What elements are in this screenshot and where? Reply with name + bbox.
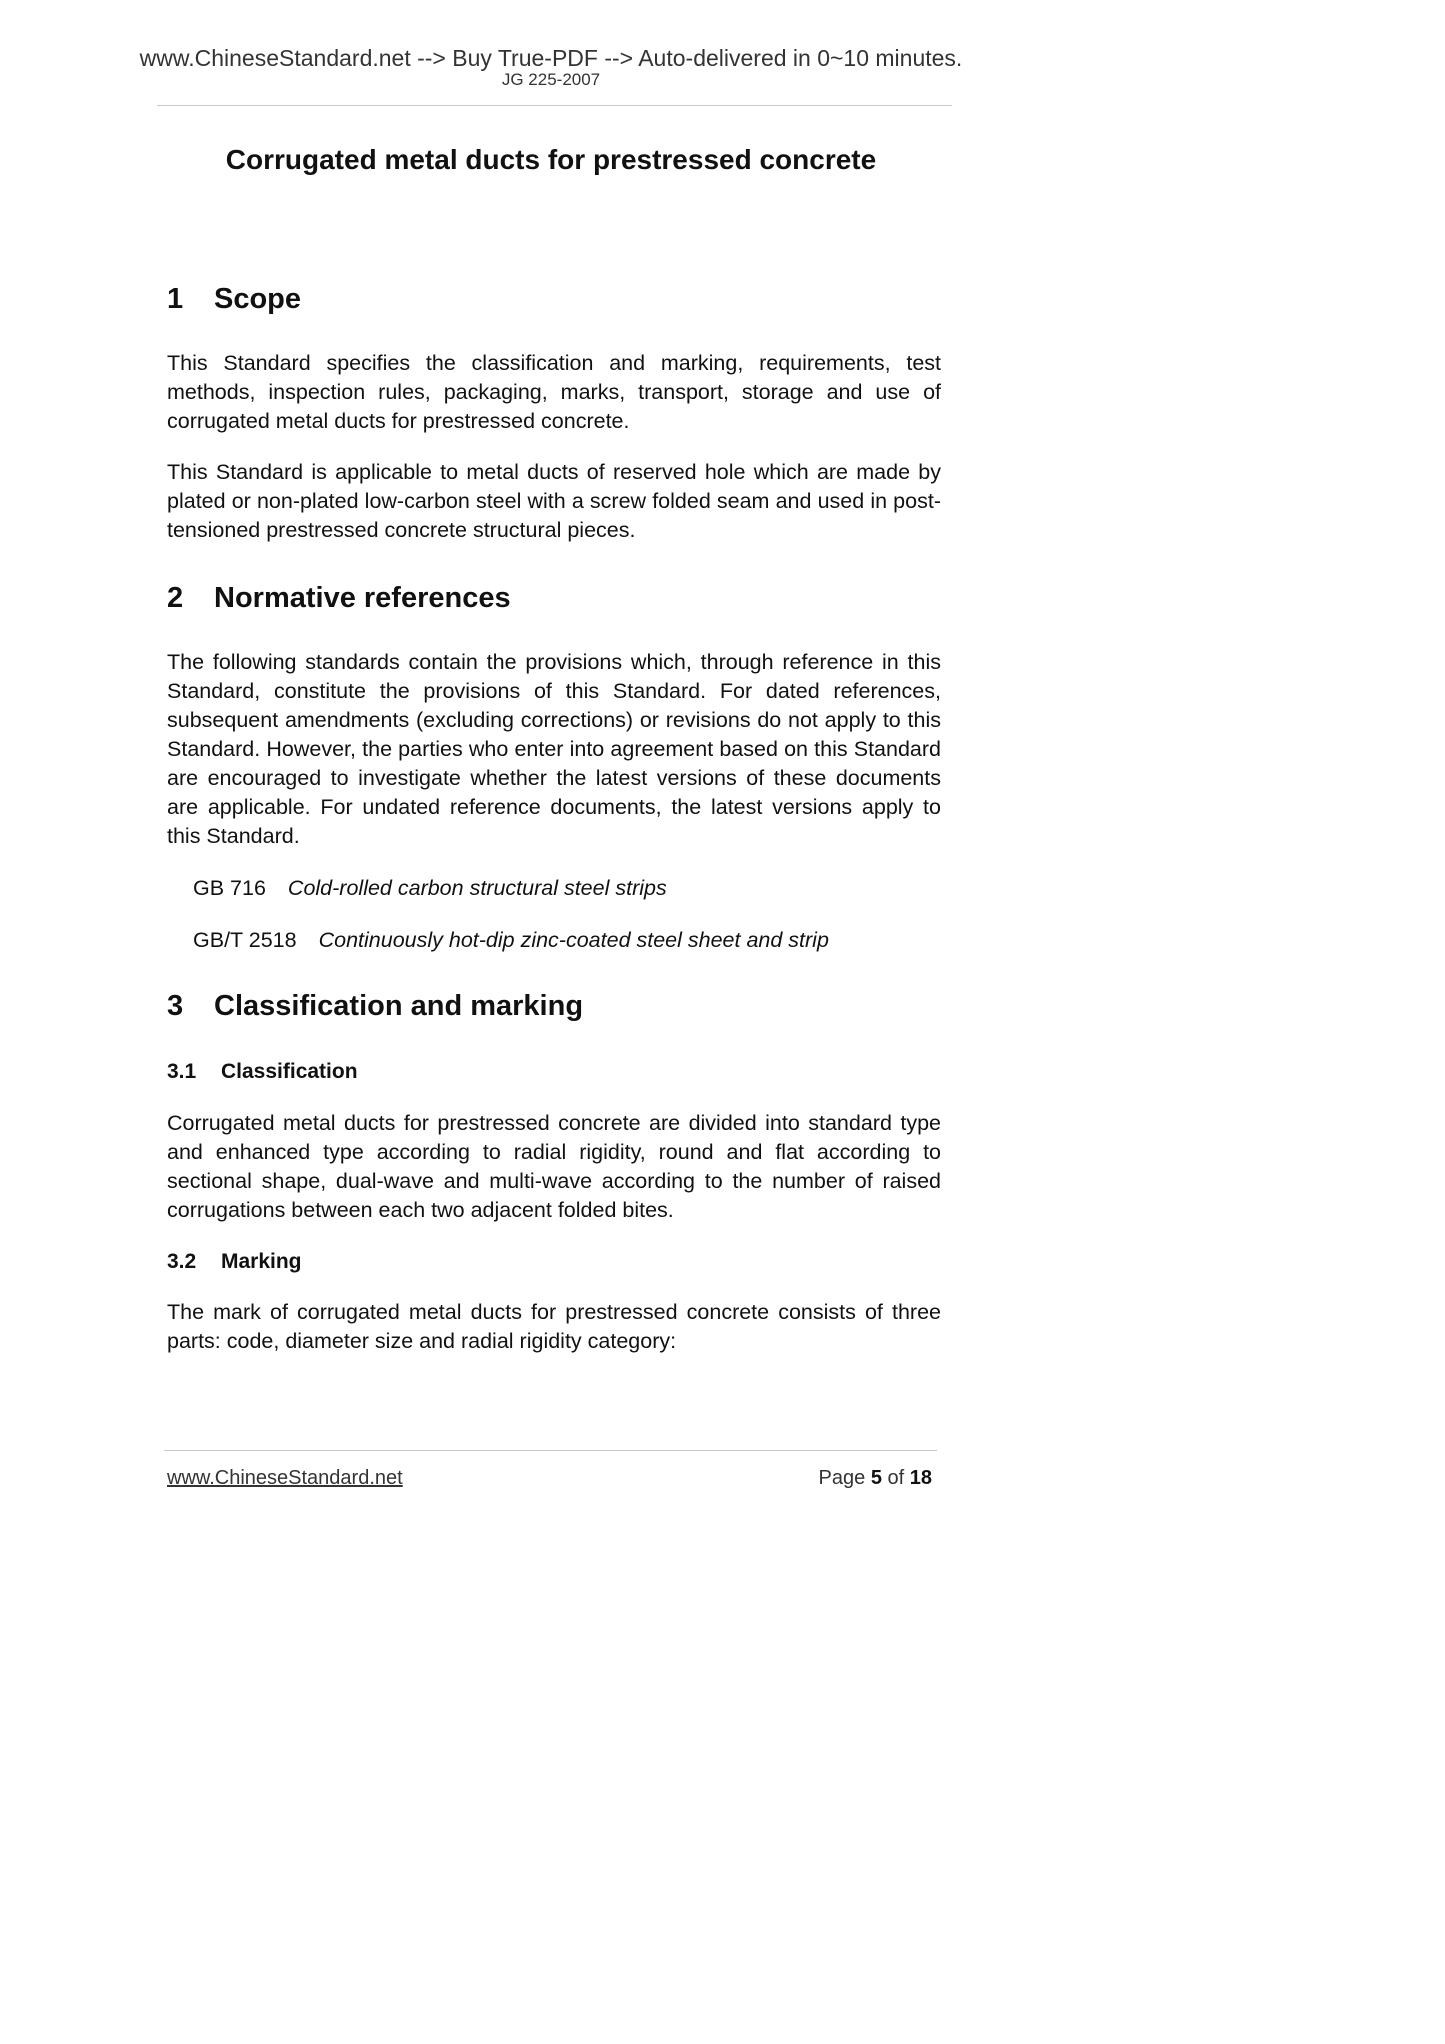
section-number: 2 bbox=[167, 582, 184, 614]
document-title: Corrugated metal ducts for prestressed concrete bbox=[225, 144, 877, 175]
reference-code: GB/T 2518 bbox=[193, 928, 297, 952]
marking-paragraph: The mark of corrugated metal ducts for prestressed concrete consists of three parts: code, diameter size and radial rigidity category: bbox=[167, 1300, 941, 1353]
subsection-title: Marking bbox=[221, 1250, 302, 1273]
page-label: Page bbox=[818, 1467, 866, 1489]
reference-title: Cold-rolled carbon structural steel strips bbox=[287, 876, 667, 900]
subsection-3-2-heading bbox=[167, 1248, 302, 1276]
current-page-number: 5 bbox=[870, 1467, 882, 1489]
section-number: 1 bbox=[167, 283, 184, 315]
reference-title: Continuously hot-dip zinc-coated steel sheet and strip bbox=[318, 928, 829, 952]
reference-item bbox=[193, 874, 667, 903]
page-indicator bbox=[819, 1466, 932, 1490]
normative-references-paragraph: The following standards contain the provisions which, through reference in this Standard, constitute the provisions of this Standard. For dated references, subsequent amendments (excluding corrections) or revisions do not apply to this Standard. However, the parties who enter into agreement based on this Standard are encouraged to investigate whether the latest versions of these documents are applicable. For undated reference documents, the latest versions apply to this Standard. bbox=[167, 650, 941, 848]
reference-item bbox=[193, 926, 829, 955]
section-3-heading bbox=[167, 988, 583, 1024]
section-title: Scope bbox=[214, 283, 302, 315]
total-pages-number: 18 bbox=[909, 1467, 932, 1489]
header-banner: www.ChineseStandard.net --> Buy True-PDF --> Auto-delivered in 0~10 minutes. bbox=[139, 45, 963, 71]
section-title: Normative references bbox=[214, 582, 511, 614]
section-1-heading bbox=[167, 281, 301, 317]
subsection-3-1-heading bbox=[167, 1058, 358, 1086]
document-id: JG 225-2007 bbox=[501, 70, 601, 89]
scope-paragraph-2: This Standard is applicable to metal ducts of reserved hole which are made by plated or non-plated low-carbon steel with a screw folded seam and used in post-tensioned prestressed concrete structural pieces. bbox=[167, 460, 941, 542]
section-title: Classification and marking bbox=[214, 990, 584, 1022]
subsection-number: 3.2 bbox=[167, 1250, 197, 1273]
scope-paragraph-1: This Standard specifies the classification and marking, requirements, test methods, inspection rules, packaging, marks, transport, storage and use of corrugated metal ducts for prestressed concrete. bbox=[167, 351, 941, 433]
section-2-heading bbox=[167, 580, 511, 616]
footer-website-link[interactable]: www.ChineseStandard.net bbox=[167, 1467, 403, 1489]
page-of-label: of bbox=[887, 1467, 905, 1489]
classification-paragraph: Corrugated metal ducts for prestressed concrete are divided into standard type and enhanced type according to radial rigidity, round and flat according to sectional shape, dual-wave and multi-wave according to the number of raised corrugations between each two adjacent folded bites. bbox=[167, 1111, 941, 1222]
reference-code: GB 716 bbox=[193, 876, 266, 900]
subsection-number: 3.1 bbox=[167, 1060, 197, 1083]
footer-divider bbox=[164, 1450, 937, 1451]
subsection-title: Classification bbox=[221, 1060, 358, 1083]
section-number: 3 bbox=[167, 990, 184, 1022]
header-divider bbox=[157, 105, 952, 106]
